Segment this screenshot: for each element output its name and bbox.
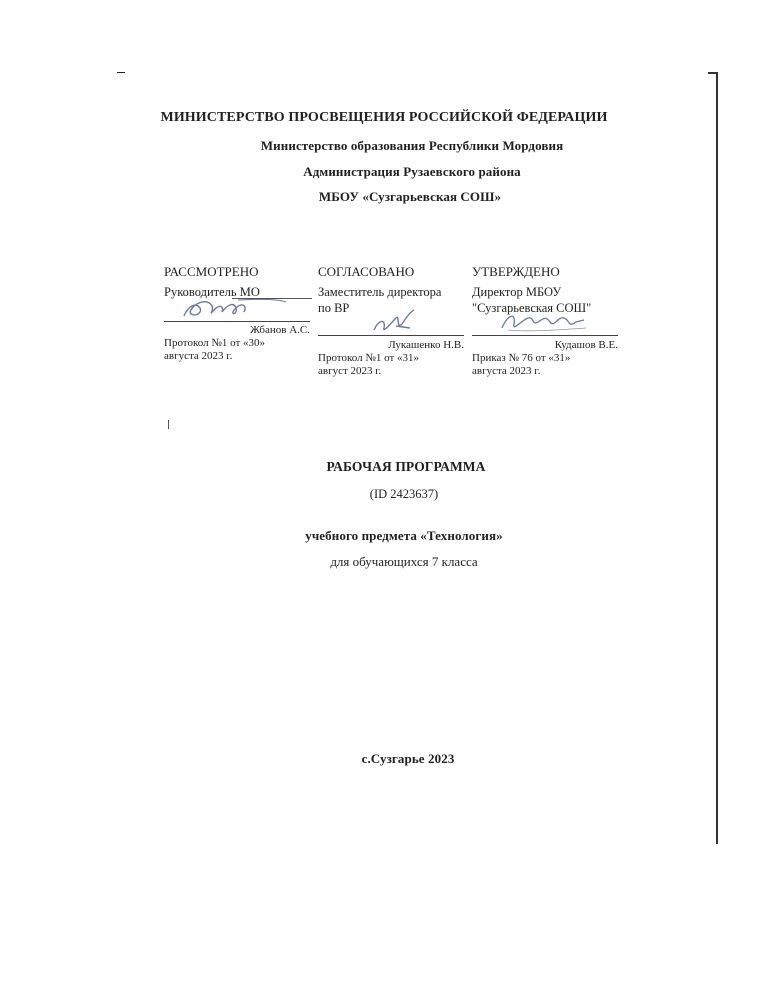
signature-line xyxy=(318,316,464,336)
program-subject: учебного предмета «Технология» xyxy=(305,528,503,543)
approval-status: СОГЛАСОВАНО xyxy=(318,264,415,279)
approval-role-1: Директор МБОУ xyxy=(472,285,562,299)
approval-name: Кудашов В.Е. xyxy=(554,339,618,351)
approval-protocol-2: август 2023 г. xyxy=(318,365,382,377)
approval-status: РАССМОТРЕНО xyxy=(164,264,259,279)
approval-reviewed xyxy=(164,264,310,363)
approval-name: Лукашенко Н.В. xyxy=(388,339,464,351)
approval-protocol-1: Протокол №1 от «31» xyxy=(318,352,419,364)
scan-mark xyxy=(168,420,169,429)
approval-role-2: "Сузгарьевская СОШ" xyxy=(472,301,592,315)
approval-approved xyxy=(472,264,618,378)
approval-status: УТВЕРЖДЕНО xyxy=(472,264,560,279)
approval-role-2: по ВР xyxy=(318,301,350,315)
approval-name: Жбанов А.С. xyxy=(250,324,310,336)
program-id: (ID 2423637) xyxy=(369,487,439,501)
approval-protocol-2: августа 2023 г. xyxy=(164,350,233,362)
district-admin: Администрация Рузаевского района xyxy=(303,164,521,179)
signature-line xyxy=(164,300,310,322)
program-audience: для обучающихся 7 класса xyxy=(330,554,478,569)
signature-image xyxy=(366,308,426,338)
scan-edge-right-top xyxy=(708,72,718,74)
scan-edge-top-left xyxy=(117,72,125,73)
role-underline xyxy=(232,298,312,299)
approval-protocol-1: Приказ № 76 от «31» xyxy=(472,352,571,364)
approval-role-1: Заместитель директора xyxy=(318,285,442,299)
school-name: МБОУ «Сузгарьевская СОШ» xyxy=(318,189,502,204)
ministry-header: МИНИСТЕРСТВО ПРОСВЕЩЕНИЯ РОССИЙСКОЙ ФЕДЕРАЦИИ xyxy=(160,110,608,125)
approval-role: Руководитель МО xyxy=(164,285,260,299)
signature-line xyxy=(472,316,618,336)
place-year: с.Сузгарье 2023 xyxy=(361,751,455,766)
signature-image xyxy=(498,308,588,336)
approval-agreed xyxy=(318,264,464,378)
program-title: РАБОЧАЯ ПРОГРАММА xyxy=(326,459,486,474)
approval-protocol-2: августа 2023 г. xyxy=(472,365,541,377)
region-ministry: Министерство образования Республики Мордовия xyxy=(260,138,564,153)
approval-protocol-1: Протокол №1 от «30» xyxy=(164,337,265,349)
signature-image xyxy=(178,296,288,322)
